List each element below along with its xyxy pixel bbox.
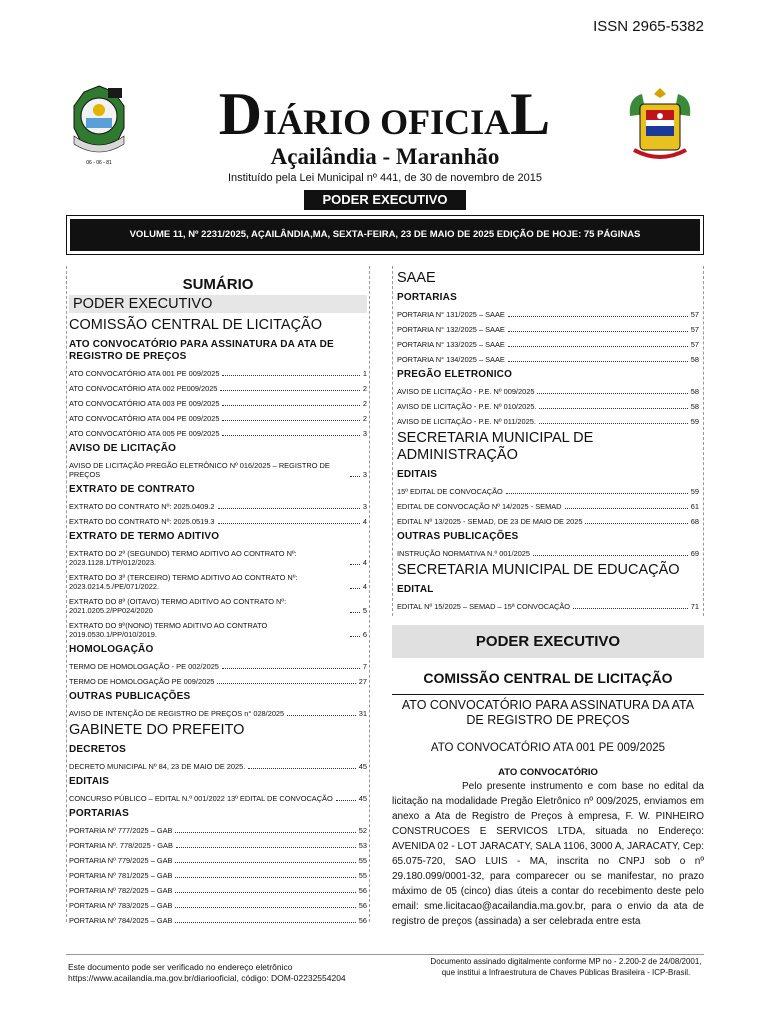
- article-heading: ATO CONVOCATÓRIO: [498, 767, 598, 778]
- masthead-title: DIÁRIO OFICIAL: [218, 81, 552, 147]
- toc-entry-page: 45: [358, 762, 367, 771]
- toc-entry[interactable]: [69, 916, 367, 925]
- toc-entry-title: PORTARIA Nº 782/2025 – GAB: [69, 886, 173, 895]
- toc-entry-page: 71: [690, 602, 699, 611]
- toc-leader-dots: [565, 508, 688, 509]
- toc-entry-page: 3: [362, 429, 367, 438]
- subsection-outras-sma: OUTRAS PUBLICAÇÕES: [397, 531, 519, 542]
- toc-leader-dots: [287, 715, 356, 716]
- footer-divider: [66, 954, 704, 955]
- toc-entry-page: 57: [690, 325, 699, 334]
- toc-entry[interactable]: [69, 399, 367, 408]
- subsection-ato: ATO CONVOCATÓRIO PARA ASSINATURA DA ATA DE REGISTRO DE PREÇOS: [69, 339, 334, 362]
- toc-entry[interactable]: [397, 355, 699, 364]
- toc-entry-title: EXTRATO DO CONTRATO Nº: 2025.0519.3: [69, 517, 215, 526]
- toc-leader-dots: [539, 408, 687, 409]
- toc-entry-page: 4: [362, 558, 367, 567]
- toc-entry[interactable]: [69, 384, 367, 393]
- toc-entry-page: 3: [362, 502, 367, 511]
- toc-entry[interactable]: [69, 826, 367, 835]
- toc-leader-dots: [175, 907, 355, 908]
- municipal-seal-logo: [66, 82, 132, 168]
- toc-entry[interactable]: [397, 502, 699, 511]
- toc-leader-dots: [533, 555, 688, 556]
- toc-entry[interactable]: [397, 549, 699, 558]
- toc-entry[interactable]: [69, 794, 367, 803]
- subsection-aviso: AVISO DE LICITAÇÃO: [69, 443, 177, 454]
- toc-entry-title: PORTARIA Nº 777/2025 – GAB: [69, 826, 173, 835]
- subsection-homologacao: HOMOLOGAÇÃO: [69, 644, 154, 655]
- toc-leader-dots: [350, 476, 360, 477]
- toc-entry-page: 59: [690, 417, 699, 426]
- toc-entry-title: EXTRATO DO 3º (TERCEIRO) TERMO ADITIVO AO CONTRATO Nº: 2023.0214.5./PE/071/2022.: [69, 573, 298, 591]
- toc-leader-dots: [222, 405, 359, 406]
- toc-leader-dots: [350, 588, 360, 589]
- toc-leader-dots: [508, 346, 688, 347]
- toc-entry-title: EDITAL Nº 15/2025 – SEMAD – 15ª CONVOCAÇÃO: [397, 602, 571, 611]
- toc-entry[interactable]: [69, 886, 367, 895]
- toc-entry-page: 2: [362, 399, 367, 408]
- toc-leader-dots: [506, 493, 688, 494]
- toc-entry[interactable]: [69, 621, 367, 639]
- toc-entry-page: 58: [690, 355, 699, 364]
- subsection-portarias: PORTARIAS: [69, 808, 129, 819]
- toc-entry[interactable]: [69, 901, 367, 910]
- toc-entry[interactable]: [397, 517, 699, 526]
- toc-entry[interactable]: [69, 502, 367, 511]
- article-subtitle: ATO CONVOCATÓRIO ATA 001 PE 009/2025: [430, 742, 666, 754]
- section-sma: SECRETARIA MUNICIPAL DE ADMINISTRAÇÃO: [397, 430, 594, 463]
- toc-entry[interactable]: [397, 402, 699, 411]
- toc-entry-page: 27: [358, 677, 367, 686]
- toc-entry[interactable]: [397, 325, 699, 334]
- toc-entry[interactable]: [69, 841, 367, 850]
- toc-entry[interactable]: [69, 517, 367, 526]
- toc-entry[interactable]: [69, 549, 367, 567]
- toc-entry-title: ATO CONVOCATÓRIO ATA 001 PE 009/2025: [69, 369, 220, 378]
- toc-leader-dots: [585, 523, 687, 524]
- toc-leader-dots: [508, 316, 688, 317]
- subsection-editais-sma: EDITAIS: [397, 469, 438, 480]
- toc-entry-page: 56: [358, 916, 367, 925]
- toc-entry-title: AVISO DE LICITAÇÃO - P.E. Nº 010/2025.: [397, 402, 537, 411]
- toc-leader-dots: [222, 435, 359, 436]
- toc-leader-dots: [350, 612, 360, 613]
- toc-leader-dots: [573, 608, 688, 609]
- toc-entry-page: 58: [690, 387, 699, 396]
- toc-entry-title: EDITAL Nº 13/2025 - SEMAD, DE 23 DE MAIO DE 2025: [397, 517, 583, 526]
- footer-signature-note: Documento assinado digitalmente conforme MP no - 2.200-2 de 24/08/2001, que institui a Infraestrutura de Chaves Públicas Brasileira - ICP-Brasil.: [430, 957, 702, 977]
- toc-entry-title: ATO CONVOCATÓRIO ATA 005 PE 009/2025: [69, 429, 220, 438]
- toc-leader-dots: [248, 768, 355, 769]
- subsection-termo: EXTRATO DE TERMO ADITIVO: [69, 531, 220, 542]
- toc-entry-page: 45: [358, 794, 367, 803]
- toc-entry[interactable]: [397, 602, 699, 611]
- subsection-decretos: DECRETOS: [69, 744, 126, 755]
- toc-entry-title: 15º EDITAL DE CONVOCAÇÃO: [397, 487, 503, 496]
- toc-entry[interactable]: [397, 340, 699, 349]
- toc-entry-title: EDITAL DE CONVOCAÇÃO Nº 14/2025 - SEMAD: [397, 502, 562, 511]
- toc-entry[interactable]: [397, 387, 699, 396]
- toc-entry-page: 7: [362, 662, 367, 671]
- section-ccl: COMISSÃO CENTRAL DE LICITAÇÃO: [69, 317, 322, 333]
- toc-leader-dots: [222, 375, 359, 376]
- toc-entry-title: AVISO DE LICITAÇÃO PREGÃO ELETRÔNICO Nº 016/2025 – REGISTRO DE PREÇOS: [69, 461, 330, 479]
- toc-entry-page: 5: [362, 606, 367, 615]
- toc-entry-title: TERMO DE HOMOLOGAÇÃO - PE 002/2025: [69, 662, 219, 671]
- toc-entry-page: 61: [690, 502, 699, 511]
- summary-right-column: [392, 266, 704, 616]
- toc-entry-title: EXTRATO DO 9º(NONO) TERMO ADITIVO AO CONTRATO 2019.0530.1/PP/010/2019.: [69, 621, 268, 639]
- toc-entry-title: EXTRATO DO CONTRATO Nº: 2025.0409.2: [69, 502, 215, 511]
- toc-entry-title: AVISO DE LICITAÇÃO - P.E. Nº 011/2025.: [397, 417, 536, 426]
- toc-entry[interactable]: [397, 310, 699, 319]
- toc-entry-title: INSTRUÇÃO NORMATIVA N.º 001/2025: [397, 549, 531, 558]
- toc-leader-dots: [175, 877, 355, 878]
- svg-text:06 - 06 - 81: 06 - 06 - 81: [86, 160, 112, 166]
- toc-entry-page: 55: [358, 871, 367, 880]
- toc-entry-title: PORTARIA Nº 784/2025 – GAB: [69, 916, 173, 925]
- summary-title: SUMÁRIO: [182, 276, 254, 293]
- toc-entry-title: AVISO DE INTENÇÃO DE REGISTRO DE PREÇOS n° 028/2025: [69, 709, 285, 718]
- toc-leader-dots: [175, 832, 355, 833]
- toc-leader-dots: [336, 800, 356, 801]
- toc-entry-title: ATO CONVOCATÓRIO ATA 003 PE 009/2025: [69, 399, 220, 408]
- toc-leader-dots: [537, 393, 687, 394]
- toc-entry[interactable]: [397, 487, 699, 496]
- toc-entry[interactable]: [69, 871, 367, 880]
- toc-entry-page: 1: [362, 369, 367, 378]
- toc-entry-page: 58: [690, 402, 699, 411]
- toc-entry-title: PORTARIA N° 133/2025 – SAAE: [397, 340, 505, 349]
- subsection-extrato: EXTRATO DE CONTRATO: [69, 484, 195, 495]
- law-subtitle: Instituído pela Lei Municipal nº 441, de 30 de novembro de 2015: [227, 172, 543, 184]
- toc-entry[interactable]: [69, 429, 367, 438]
- toc-entry-title: AVISO DE LICITAÇÃO - P.E. Nº 009/2025: [397, 387, 535, 396]
- toc-entry-page: 31: [358, 709, 367, 718]
- state-coat-of-arms-logo: [624, 86, 696, 164]
- toc-entry-page: 4: [362, 582, 367, 591]
- toc-entry-title: EXTRATO DO 8º (OITAVO) TERMO ADITIVO AO CONTRATO Nº: 2021.0205.2/PP024/2020: [69, 597, 287, 615]
- toc-leader-dots: [217, 683, 355, 684]
- toc-entry-page: 6: [362, 630, 367, 639]
- toc-entry-page: 53: [358, 841, 367, 850]
- toc-entry-page: 56: [358, 886, 367, 895]
- toc-entry-title: PORTARIA Nº 783/2025 – GAB: [69, 901, 173, 910]
- article-body: Pelo presente instrumento e com base no edital da licitação na modalidade Pregão Eletrônico nº 009/2025, enviamos em anexo a Ata de Registro de Preços à empresa, F. W. PINHEIRO CONSTRUCOES E SERVICOS LTDA, situada no Endereço: AVENIDA 02 - LOT JARACATY, SALA 1106, 3000 A, JARACATY, Cep: 65.075-720, SAO LUIS - MA, inscrita no CNPJ sob o nº 29.180.099/0001-32, para comparecer ou se manifestar, no prazo máximo de 05 (cinco) dias úteis a contar do recebimento deste pelo email: sme.licitacao@acailandia.ma.gov.br, para o envio da ata de registro de preços (assinada) a ser celebrada entre esta: [392, 781, 704, 927]
- toc-leader-dots: [350, 636, 360, 637]
- volume-banner: [66, 215, 704, 255]
- toc-leader-dots: [222, 420, 359, 421]
- toc-entry-page: 3: [362, 470, 367, 479]
- toc-entry[interactable]: [69, 573, 367, 591]
- subsection-edital-sme: EDITAL: [397, 584, 434, 595]
- toc-entry-title: TERMO DE HOMOLOGAÇÃO PE 009/2025: [69, 677, 215, 686]
- issn-label: ISSN 2965-5382: [593, 18, 704, 35]
- footer-verification: Este documento pode ser verificado no endereço eletrônico https://www.acailandia.ma.gov.br/diariooficial, código: DOM-02232554204: [68, 962, 346, 983]
- toc-leader-dots: [218, 508, 360, 509]
- article-section-bar: PODER EXECUTIVO: [392, 625, 704, 658]
- article-department-title: COMISSÃO CENTRAL DE LICITAÇÃO: [423, 670, 673, 686]
- subsection-portarias-saae: PORTARIAS: [397, 292, 457, 303]
- section-saae: SAAE: [397, 270, 436, 286]
- toc-entry[interactable]: [69, 662, 367, 671]
- toc-entry-page: 59: [690, 487, 699, 496]
- toc-entry-title: PORTARIA Nº. 778/2025 - GAB: [69, 841, 173, 850]
- toc-leader-dots: [175, 922, 355, 923]
- toc-entry-page: 2: [362, 414, 367, 423]
- toc-entry-title: PORTARIA N° 132/2025 – SAAE: [397, 325, 505, 334]
- toc-entry[interactable]: [69, 414, 367, 423]
- toc-entry[interactable]: [69, 709, 367, 718]
- toc-leader-dots: [175, 892, 355, 893]
- volume-text: VOLUME 11, Nº 2231/2025, AÇAILÂNDIA,MA, SEXTA-FEIRA, 23 DE MAIO DE 2025 EDIÇÃO DE HOJE: 75 PÁGINAS: [70, 219, 700, 251]
- section-gabinete: GABINETE DO PREFEITO: [69, 722, 245, 738]
- toc-leader-dots: [222, 668, 360, 669]
- subsection-editais: EDITAIS: [69, 776, 110, 787]
- toc-leader-dots: [539, 423, 688, 424]
- subsection-outras: OUTRAS PUBLICAÇÕES: [69, 691, 191, 702]
- subsection-pregao: PREGÃO ELETRONICO: [397, 369, 513, 380]
- toc-entry-page: 56: [358, 901, 367, 910]
- toc-leader-dots: [508, 331, 688, 332]
- toc-entry[interactable]: [397, 417, 699, 426]
- toc-entry[interactable]: [69, 677, 367, 686]
- article-title: ATO CONVOCATÓRIO PARA ASSINATURA DA ATA DE REGISTRO DE PREÇOS: [401, 698, 695, 727]
- toc-entry-title: PORTARIA N° 131/2025 – SAAE: [397, 310, 505, 319]
- toc-entry-title: PORTARIA Nº 781/2025 – GAB: [69, 871, 173, 880]
- toc-entry[interactable]: [69, 369, 367, 378]
- toc-leader-dots: [350, 564, 360, 565]
- toc-entry-page: 55: [358, 856, 367, 865]
- toc-entry-title: CONCURSO PÚBLICO – EDITAL N.º 001/2022 13º EDITAL DE CONVOCAÇÃO: [69, 794, 333, 803]
- summary-left-column: [66, 266, 370, 925]
- toc-entry[interactable]: [69, 461, 367, 479]
- branch-banner: PODER EXECUTIVO: [304, 190, 466, 210]
- toc-entry-page: 52: [358, 826, 367, 835]
- toc-entry-page: 2: [362, 384, 367, 393]
- toc-entry[interactable]: [69, 762, 367, 771]
- toc-entry-page: 68: [690, 517, 699, 526]
- toc-entry-title: ATO CONVOCATÓRIO ATA 004 PE 009/2025: [69, 414, 220, 423]
- toc-leader-dots: [175, 862, 355, 863]
- toc-entry-title: ATO CONVOCATÓRIO ATA 002 PE009/2025: [69, 384, 218, 393]
- toc-entry[interactable]: [69, 597, 367, 615]
- section-sme: SECRETARIA MUNICIPAL DE EDUCAÇÃO: [397, 562, 680, 578]
- toc-leader-dots: [218, 523, 360, 524]
- toc-entry-page: 57: [690, 340, 699, 349]
- divider: [392, 694, 704, 695]
- toc-entry-title: PORTARIA N° 134/2025 – SAAE: [397, 355, 505, 364]
- toc-leader-dots: [508, 361, 688, 362]
- toc-leader-dots: [220, 390, 359, 391]
- toc-entry-title: EXTRATO DO 2º (SEGUNDO) TERMO ADITIVO AO CONTRATO Nº: 2023.1128.1/TP/012/2023.: [69, 549, 297, 567]
- section-poder-executivo: PODER EXECUTIVO: [69, 295, 367, 313]
- toc-entry-title: DECRETO MUNICIPAL Nº 84, 23 DE MAIO DE 2025.: [69, 762, 246, 771]
- toc-entry-page: 57: [690, 310, 699, 319]
- toc-entry-title: PORTARIA Nº 779/2025 – GAB: [69, 856, 173, 865]
- toc-entry-page: 4: [362, 517, 367, 526]
- city-subtitle: Açailândia - Maranhão: [270, 144, 500, 169]
- toc-entry-page: 69: [690, 549, 699, 558]
- toc-leader-dots: [176, 847, 356, 848]
- toc-entry[interactable]: [69, 856, 367, 865]
